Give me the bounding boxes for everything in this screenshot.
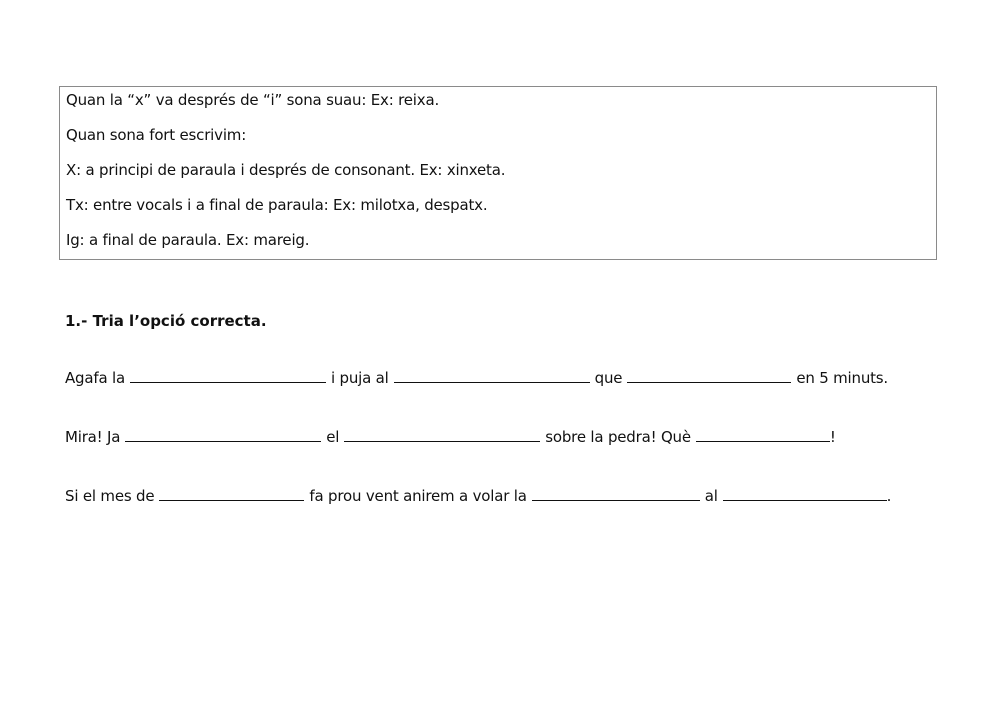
- rule-line: Quan sona fort escrivim:: [66, 126, 247, 144]
- sentence-text: que: [594, 369, 623, 387]
- sentence-text: .: [886, 487, 892, 505]
- answer-blank[interactable]: [696, 427, 830, 442]
- sentence-text: fa prou vent anirem a volar la: [309, 487, 527, 505]
- sentence-text: Mira! Ja: [65, 428, 121, 446]
- rule-line: Ig: a final de paraula. Ex: mareig.: [66, 231, 310, 249]
- sentence-text: al: [704, 487, 718, 505]
- answer-blank[interactable]: [394, 368, 590, 383]
- answer-blank[interactable]: [159, 486, 304, 501]
- answer-blank[interactable]: [627, 368, 791, 383]
- answer-blank[interactable]: [125, 427, 321, 442]
- sentence-1: [65, 367, 888, 389]
- rules-box: [59, 86, 937, 260]
- sentence-2: [65, 426, 836, 448]
- sentence-text: sobre la pedra! Què: [545, 428, 691, 446]
- sentence-text: i puja al: [330, 369, 389, 387]
- sentence-text: !: [829, 428, 836, 446]
- rule-line: Tx: entre vocals i a final de paraula: Ex: milotxa, despatx.: [66, 196, 488, 214]
- sentence-text: el: [326, 428, 340, 446]
- answer-blank[interactable]: [532, 486, 700, 501]
- rule-line: Quan la “x” va després de “i” sona suau: Ex: reixa.: [66, 91, 440, 109]
- sentence-text: en 5 minuts.: [796, 369, 888, 387]
- answer-blank[interactable]: [130, 368, 326, 383]
- answer-blank[interactable]: [344, 427, 540, 442]
- answer-blank[interactable]: [723, 486, 887, 501]
- rule-line: X: a principi de paraula i després de consonant. Ex: xinxeta.: [66, 161, 506, 179]
- sentence-text: Si el mes de: [65, 487, 155, 505]
- exercise-title: 1.- Tria l’opció correcta.: [65, 312, 267, 330]
- sentence-3: [65, 485, 891, 507]
- sentence-text: Agafa la: [65, 369, 125, 387]
